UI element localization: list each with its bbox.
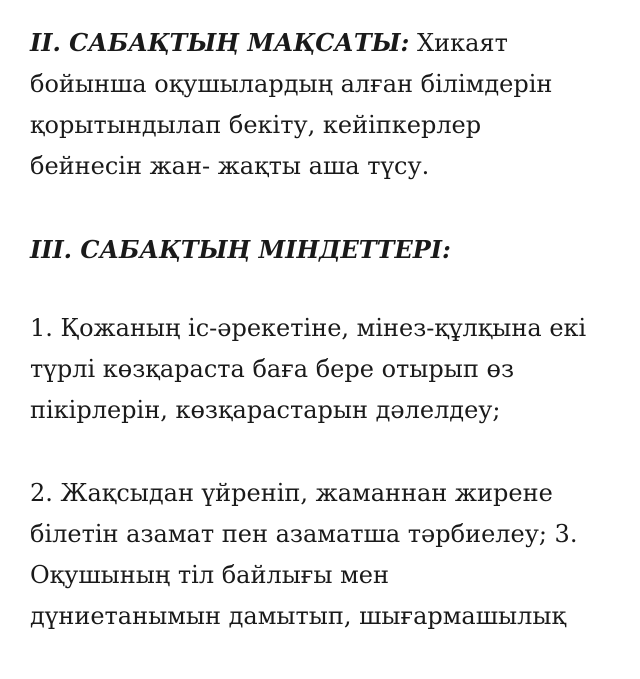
task-1-line: түрлі көзқараста баға бере отырып өз	[30, 355, 515, 383]
goal-text-line: бейнесін жан- жақты аша түсу.	[30, 152, 430, 180]
task-2-paragraph	[30, 473, 610, 637]
task-2-line: дүниетанымын дамытып, шығармашылық	[30, 602, 567, 630]
goal-text-start: Хикаят	[409, 29, 508, 57]
tasks-heading-paragraph	[30, 229, 610, 270]
task-1-line: 1. Қожаның іс-әрекетіне, мінез-құлқына екі	[30, 314, 587, 342]
goal-text-line: бойынша оқушылардың алған білімдерін	[30, 70, 553, 98]
goal-text-line: қорытындылап бекіту, кейіпкерлер	[30, 111, 482, 139]
document-page	[30, 22, 610, 679]
goal-heading: II. САБАҚТЫҢ МАҚСАТЫ:	[30, 28, 410, 57]
task-1-paragraph	[30, 308, 610, 431]
goal-first-line	[30, 22, 610, 64]
task-2-line: Оқушының тіл байлығы мен	[30, 561, 389, 589]
task-2-line: білетін азамат пен азаматша тәрбиелеу; 3.	[30, 520, 578, 548]
task-2-line: 2. Жақсыдан үйреніп, жаманнан жирене	[30, 479, 553, 507]
task-1-line: пікірлерін, көзқарастарын дәлелдеу;	[30, 396, 501, 424]
goal-paragraph	[30, 22, 610, 187]
tasks-heading: III. САБАҚТЫҢ МІНДЕТТЕРІ:	[30, 235, 451, 264]
